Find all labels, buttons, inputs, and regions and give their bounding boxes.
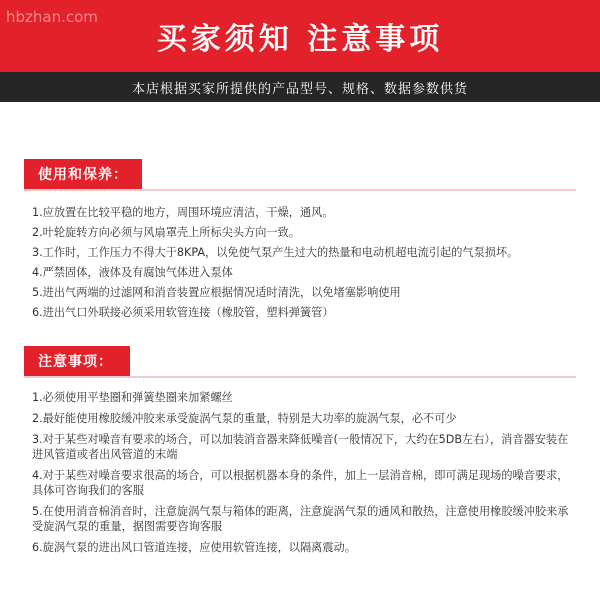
list-item: 4.严禁固体，液体及有腐蚀气体进入泵体 [32, 266, 233, 279]
list-item: 5.进出气两端的过滤网和消音装置应根据情况适时清洗，以免堵塞影响使用 [32, 286, 401, 299]
notes-list [32, 390, 572, 561]
list-item: 6.旋涡气泵的进出风口管道连接，应使用软管连接，以隔离震动。 [32, 541, 356, 554]
list-item: 1.必须使用平垫圈和弹簧垫圈来加紧螺丝 [32, 391, 233, 404]
list-item: 6.进出气口外联接必须采用软管连接（橡胶管，塑料弹簧管） [32, 306, 334, 319]
page-title: 买家须知 注意事项 [156, 22, 444, 57]
usage-list [32, 205, 572, 325]
list-item: 3.工作时，工作压力不得大于8KPA，以免使气泵产生过大的热量和电动机超电流引起的气泵损坏。 [32, 246, 519, 259]
header-banner [0, 0, 600, 72]
list-item: 2.叶轮旋转方向必须与风扇罩壳上所标尖头方向一致。 [32, 226, 300, 239]
list-item: 2.最好能使用橡胶缓冲胶来承受旋涡气泵的重量，特别是大功率的旋涡气泵，必不可少 [32, 412, 457, 425]
list-item: 5.在使用消音棉消音时，注意旋涡气泵与箱体的距离，注意旋涡气泵的通风和散热，注意使用橡胶缓冲胶来承受旋涡气泵的重量，据图需要咨询客服 [32, 505, 569, 533]
watermark-text: hbzhan.com [6, 8, 98, 26]
subheader-text: 本店根据买家所提供的产品型号、规格、数据参数供货 [131, 81, 468, 97]
section-divider [24, 376, 576, 378]
section-title-notes: 注意事项： [24, 346, 130, 376]
list-item: 4.对于某些对噪音要求很高的场合，可以根据机器本身的条件，加上一层消音棉，即可满足现场的噪音要求，具体可咨询我们的客服 [32, 469, 569, 497]
subheader-bar [0, 72, 600, 102]
section-divider [24, 189, 576, 191]
section-title-usage: 使用和保养： [24, 159, 142, 189]
list-item: 1.应放置在比较平稳的地方，周围环境应清洁，干燥，通风。 [32, 206, 334, 219]
list-item: 3.对于某些对噪音有要求的场合，可以加装消音器来降低噪音(一般情况下，大约在5DB左右），消音器安装在进风管道或者出风管道的末端 [32, 433, 569, 461]
